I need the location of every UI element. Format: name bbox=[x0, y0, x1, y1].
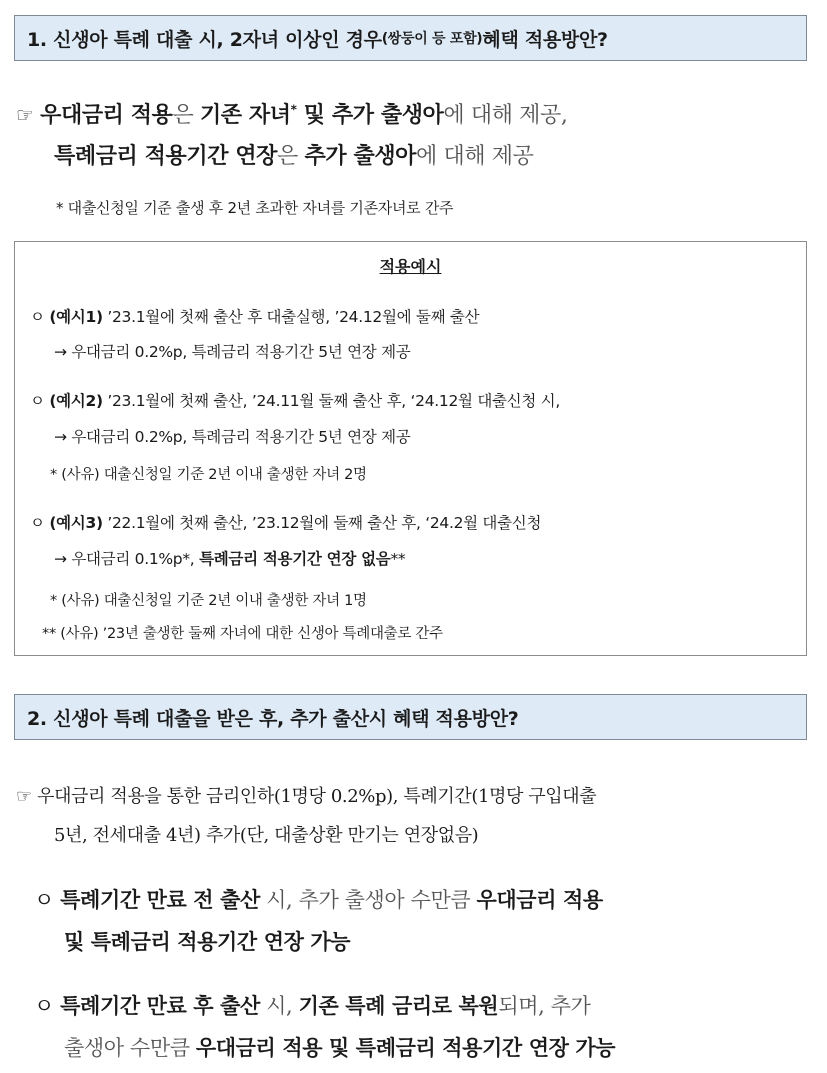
section2-bullet2 bbox=[34, 990, 590, 1020]
example3-result bbox=[54, 547, 405, 569]
text: 은 bbox=[172, 103, 200, 128]
section2-title: 2. 신생아 특례 대출을 받은 후, 추가 출산시 혜택 적용방안? bbox=[27, 707, 519, 730]
example2-result: → 우대금리 0.2%p, 특례금리 적용기간 5년 연장 제공 bbox=[54, 428, 411, 446]
section2-text1: 우대금리 적용을 통한 금리인하(1명당 0.2%p), 특례기간(1명당 구입대출 bbox=[37, 786, 597, 807]
text-newborn: 추가 출생아 bbox=[331, 103, 444, 128]
example3-line bbox=[30, 511, 541, 533]
text: 시, bbox=[259, 888, 299, 912]
example3-label: (예시3) bbox=[49, 514, 103, 532]
text: 및 bbox=[296, 103, 332, 128]
example1-label: (예시1) bbox=[49, 308, 103, 326]
section1-title-end: 혜택 적용방안? bbox=[482, 28, 608, 51]
bullet-icon: ㅇ bbox=[30, 392, 45, 410]
example3-note1: * (사유) 대출신청일 기준 2년 이내 출생한 자녀 1명 bbox=[50, 593, 367, 609]
text: 되며, 추가 bbox=[498, 994, 591, 1018]
text-existing-child: 기존 자녀 bbox=[199, 103, 291, 128]
section2-line1 bbox=[16, 782, 596, 808]
example2-note: * (사유) 대출신청일 기준 2년 이내 출생한 자녀 2명 bbox=[50, 467, 367, 483]
text: 추가 출생아 수만큼 bbox=[298, 888, 477, 912]
example1-text: ’23.1월에 첫째 출산 후 대출실행, ’24.12월에 둘째 출산 bbox=[102, 308, 480, 326]
section1-line1 bbox=[16, 98, 567, 129]
pointing-hand-icon: ☞ bbox=[16, 786, 32, 807]
text: 우대금리 적용 및 특례금리 적용기간 연장 가능 bbox=[195, 1036, 616, 1060]
example1-result: → 우대금리 0.2%p, 특례금리 적용기간 5년 연장 제공 bbox=[54, 343, 411, 361]
example3-result-a: → 우대금리 0.1%p*, bbox=[54, 550, 200, 568]
bullet-icon: ㅇ bbox=[30, 514, 45, 532]
text: 기존 특례 금리로 복원 bbox=[298, 994, 499, 1018]
text: 은 bbox=[277, 144, 305, 169]
text-newborn: 추가 출생아 bbox=[304, 144, 417, 169]
section1-title-small: (쌍둥이 등 포함) bbox=[381, 31, 483, 47]
footnote-star: * bbox=[290, 102, 297, 117]
example2-line bbox=[30, 389, 560, 411]
text: 특례기간 만료 후 출산 bbox=[60, 994, 260, 1018]
text: 시, bbox=[259, 994, 299, 1018]
section2-line2: 5년, 전세대출 4년) 추가(단, 대출상환 만기는 연장없음) bbox=[54, 825, 479, 846]
section2-bullet1 bbox=[34, 884, 603, 914]
section1-note: * 대출신청일 기준 출생 후 2년 초과한 자녀를 기존자녀로 간주 bbox=[56, 199, 454, 217]
text-extension: 특례금리 적용기간 연장 bbox=[54, 144, 278, 169]
example2-label: (예시2) bbox=[49, 392, 103, 410]
text: 에 대해 제공 bbox=[416, 144, 534, 169]
section2-bullet2-cont bbox=[64, 1032, 615, 1062]
example3-result-bold: 특례금리 적용기간 연장 없음 bbox=[199, 550, 391, 568]
examples-title: 적용예시 bbox=[379, 257, 442, 276]
section2-bullet1-cont: 및 특례금리 적용기간 연장 가능 bbox=[64, 930, 351, 954]
bullet-icon: ㅇ bbox=[34, 888, 54, 912]
example1-line bbox=[30, 305, 479, 327]
example3-text: ’22.1월에 첫째 출산, ’23.12월에 둘째 출산 후, ‘24.2월 대출신청 bbox=[102, 514, 542, 532]
text: 출생아 수만큼 bbox=[64, 1036, 196, 1060]
section1-title-main: 1. 신생아 특례 대출 시, 2자녀 이상인 경우 bbox=[27, 28, 382, 51]
text: 에 대해 제공, bbox=[443, 103, 568, 128]
pointing-hand-icon: ☞ bbox=[16, 103, 34, 127]
section1-header bbox=[14, 15, 807, 61]
text: 우대금리 적용 bbox=[476, 888, 603, 912]
example2-text: ’23.1월에 첫째 출산, ’24.11월 둘째 출산 후, ‘24.12월 대출신청 시, bbox=[102, 392, 560, 410]
example3-note2: ** (사유) ’23년 출생한 둘째 자녀에 대한 신생아 특례대출로 간주 bbox=[42, 626, 443, 642]
bullet-icon: ㅇ bbox=[30, 308, 45, 326]
text-preferential-rate: 우대금리 적용 bbox=[40, 103, 173, 128]
bullet-icon: ㅇ bbox=[34, 994, 54, 1018]
example3-result-c: ** bbox=[390, 550, 406, 568]
section2-header bbox=[14, 694, 807, 740]
text: 특례기간 만료 전 출산 bbox=[60, 888, 260, 912]
section1-line2 bbox=[54, 139, 533, 170]
